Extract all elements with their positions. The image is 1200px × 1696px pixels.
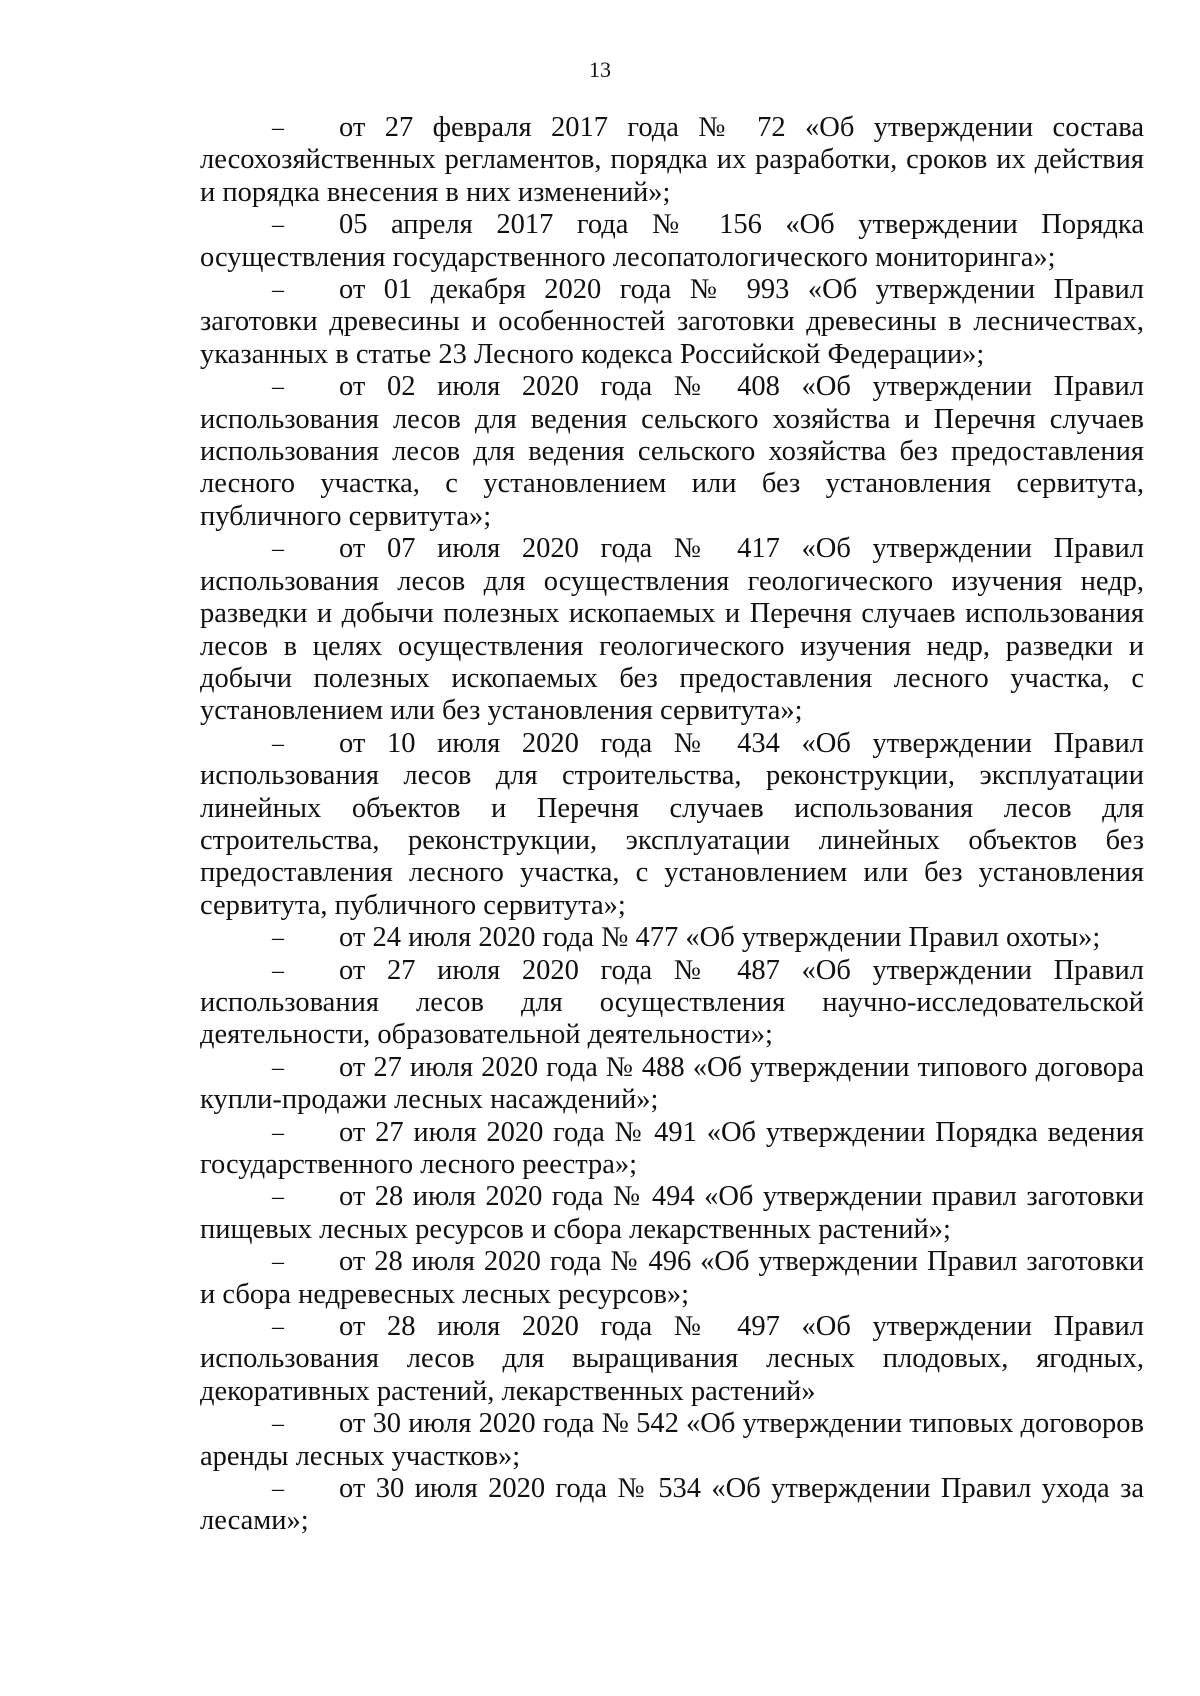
list-item-text: от 01 декабря 2020 года № 993 «Об утверждении Правил заготовки древесины и особенностей заготовки древесины в лесничествах, указанных в статье 23 Лесного кодекса Российской Федерации»; bbox=[200, 274, 1144, 370]
list-item bbox=[200, 209, 1144, 274]
list-item-text: от 30 июля 2020 года № 542 «Об утверждении типовых договоров аренды лесных участков»; bbox=[200, 1408, 1144, 1472]
list-item bbox=[200, 112, 1144, 209]
list-item bbox=[200, 728, 1144, 922]
list-item-text: от 27 июля 2020 года № 491 «Об утверждении Порядка ведения государственного лесного реестра»; bbox=[200, 1116, 1144, 1180]
document-body bbox=[200, 112, 1144, 1538]
page-number: 13 bbox=[589, 57, 611, 82]
list-item-text: от 27 июля 2020 года № 488 «Об утверждении типового договора купли-продажи лесных насаждений»; bbox=[200, 1051, 1144, 1116]
list-item-text: от 02 июля 2020 года № 408 «Об утверждении Правил использования лесов для ведения сельского хозяйства и Перечня случаев использования лесов для ведения сельского хозяйства без предоставления лесного участка, с установлением или без установления сервитута, публичного сервитута»; bbox=[200, 371, 1144, 532]
dash-marker: – bbox=[272, 374, 284, 401]
list-item bbox=[200, 274, 1144, 371]
list-item bbox=[200, 1052, 1144, 1117]
dash-marker: – bbox=[272, 277, 284, 304]
list-item-text: от 07 июля 2020 года № 417 «Об утверждении Правил использования лесов для осуществления геологического изучения недр, разведки и добычи полезных ископаемых и Перечня случаев использования лесов в целях осуществления геологического изучения недр, разведки и добычи полезных ископаемых без предоставления лесного участка, с установлением или без установления сервитута»; bbox=[200, 533, 1144, 727]
list-item-text: 05 апреля 2017 года № 156 «Об утверждении Порядка осуществления государственного лесопатологического мониторинга»; bbox=[200, 209, 1144, 273]
list-item bbox=[200, 371, 1144, 533]
list-item-text: от 28 июля 2020 года № 494 «Об утверждении правил заготовки пищевых лесных ресурсов и сбора лекарственных растений»; bbox=[200, 1181, 1144, 1245]
dash-marker: – bbox=[272, 957, 284, 984]
list-item bbox=[200, 955, 1144, 1052]
list-item-text: от 27 февраля 2017 года № 72 «Об утверждении состава лесохозяйственных регламентов, порядка их разработки, сроков их действия и порядка внесения в них изменений»; bbox=[200, 112, 1144, 208]
list-item bbox=[200, 1473, 1144, 1538]
list-item-text: от 28 июля 2020 года № 497 «Об утверждении Правил использования лесов для выращивания лесных плодовых, ягодных, декоративных растений, лекарственных растений» bbox=[200, 1311, 1144, 1407]
dash-marker: – bbox=[272, 1411, 284, 1438]
list-item bbox=[200, 1117, 1144, 1182]
list-item bbox=[200, 1246, 1144, 1311]
dash-marker: – bbox=[272, 730, 284, 757]
dash-marker: – bbox=[272, 925, 284, 952]
dash-marker: – bbox=[272, 1476, 284, 1503]
list-item bbox=[200, 533, 1144, 727]
list-item-text: от 10 июля 2020 года № 434 «Об утверждении Правил использования лесов для строительства, реконструкции, эксплуатации линейных объектов и Перечня случаев использования лесов для строительства, реконструкции, эксплуатации линейных объектов без предоставления лесного участка, с установлением или без установления сервитута, публичного сервитута»; bbox=[200, 727, 1144, 921]
list-item-text: от 27 июля 2020 года № 487 «Об утверждении Правил использования лесов для осуществления научно-исследовательской деятельности, образовательной деятельности»; bbox=[200, 954, 1144, 1051]
dash-marker: – bbox=[272, 1249, 284, 1276]
dash-marker: – bbox=[272, 1054, 284, 1081]
dash-marker: – bbox=[272, 212, 284, 239]
dash-marker: – bbox=[272, 536, 284, 563]
dash-marker: – bbox=[272, 1184, 284, 1211]
list-item-text: от 24 июля 2020 года № 477 «Об утверждении Правил охоты»; bbox=[339, 922, 1101, 954]
dash-marker: – bbox=[272, 1119, 284, 1146]
list-item-text: от 28 июля 2020 года № 496 «Об утверждении Правил заготовки и сбора недревесных лесных ресурсов»; bbox=[200, 1246, 1144, 1310]
dash-marker: – bbox=[272, 1314, 284, 1341]
list-item bbox=[200, 1181, 1144, 1246]
list-item bbox=[200, 1408, 1144, 1473]
list-item bbox=[200, 922, 1144, 954]
list-item-text: от 30 июля 2020 года № 534 «Об утверждении Правил ухода за лесами»; bbox=[200, 1473, 1144, 1537]
dash-marker: – bbox=[272, 115, 284, 141]
list-item bbox=[200, 1311, 1144, 1408]
